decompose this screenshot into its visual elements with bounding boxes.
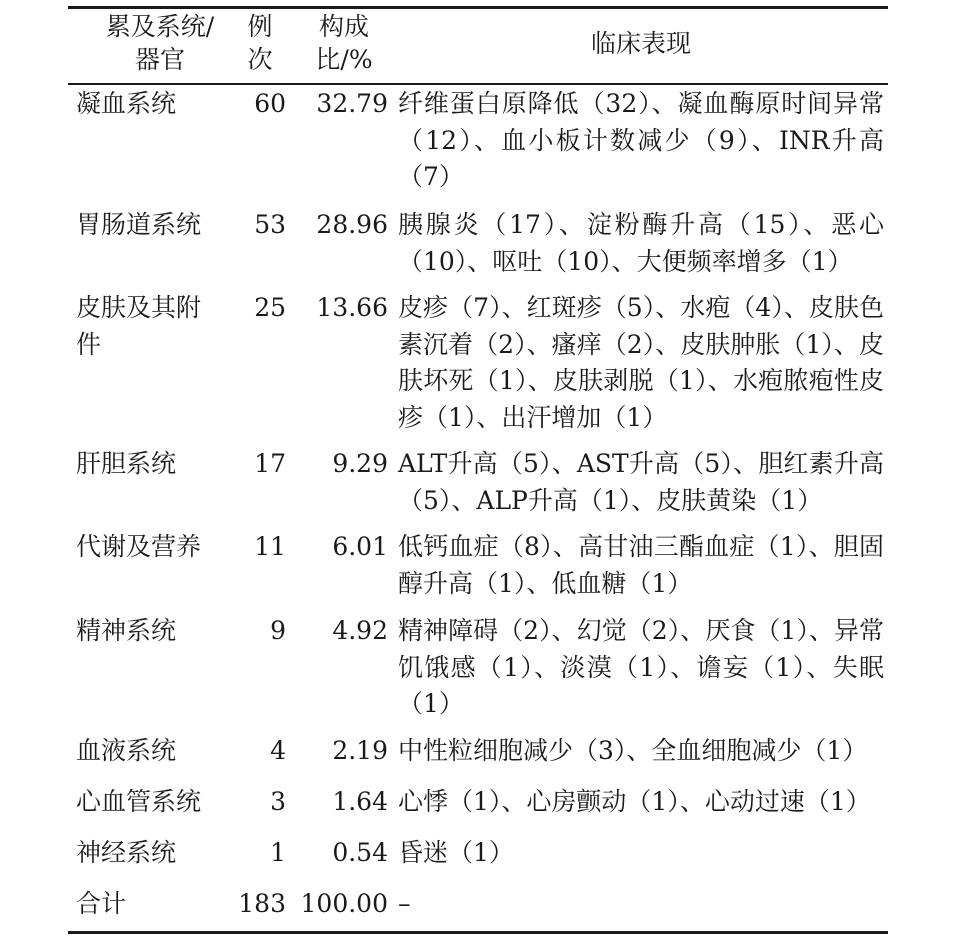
table-header-rule xyxy=(68,83,888,85)
cell-ratio: 6.01 xyxy=(332,532,388,561)
header-system-line2: 器官 xyxy=(134,45,185,74)
cell-ratio: 32.79 xyxy=(316,89,388,118)
cell-count: 17 xyxy=(254,449,286,478)
cell-system: 胃肠道系统 xyxy=(76,210,202,239)
cell-count: 60 xyxy=(254,89,286,118)
header-count xyxy=(238,10,282,76)
cell-manifestation: 心悸（1）、心房颤动（1）、心动过速（1） xyxy=(398,787,871,816)
cell-count: 11 xyxy=(254,532,286,561)
cell-system: 肝胆系统 xyxy=(76,449,177,478)
header-count-line2: 次 xyxy=(247,45,273,74)
cell-count: 4 xyxy=(270,736,286,765)
header-ratio xyxy=(298,10,390,76)
cell-ratio: 13.66 xyxy=(316,293,388,322)
cell-ratio: 2.19 xyxy=(332,736,388,765)
cell-system: 代谢及营养 xyxy=(76,532,202,561)
cell-manifestation: 昏迷（1） xyxy=(398,838,514,867)
header-ratio-line1: 构成 xyxy=(318,12,369,41)
cell-ratio: 4.92 xyxy=(332,616,388,645)
header-system-line1: 累及系统/ xyxy=(105,12,215,41)
cell-ratio: 1.64 xyxy=(332,787,388,816)
cell-ratio: 0.54 xyxy=(332,838,388,867)
cell-ratio: 28.96 xyxy=(316,210,388,239)
cell-system: 神经系统 xyxy=(76,838,177,867)
cell-system: 心血管系统 xyxy=(76,787,202,816)
cell-ratio: 100.00 xyxy=(300,889,388,918)
cell-count: 53 xyxy=(254,210,286,239)
cell-system: 凝血系统 xyxy=(76,89,177,118)
cell-system: 合计 xyxy=(76,889,127,918)
cell-system: 皮肤及其附件 xyxy=(76,293,202,359)
cell-count: 3 xyxy=(270,787,286,816)
cell-manifestation: 皮疹（7）、红斑疹（5）、水疱（4）、皮肤色素沉着（2）、瘙痒（2）、皮肤肿胀（1）、皮肤坏死（1）、皮肤剥脱（1）、水疱脓疱性皮疹（1）、出汗增加（1） xyxy=(398,293,884,432)
cell-system: 血液系统 xyxy=(76,736,177,765)
cell-manifestation: ALT升高（5）、AST升高（5）、胆红素升高（5）、ALP升高（1）、皮肤黄染（1） xyxy=(398,449,884,515)
header-manifestation xyxy=(398,27,884,60)
cell-manifestation: 精神障碍（2）、幻觉（2）、厌食（1）、异常饥饿感（1）、淡漠（1）、谵妄（1）、失眠（1） xyxy=(398,616,884,718)
table-top-rule xyxy=(68,6,888,9)
cell-system: 精神系统 xyxy=(76,616,177,645)
cell-count: 9 xyxy=(270,616,286,645)
cell-ratio: 9.29 xyxy=(332,449,388,478)
cell-count: 183 xyxy=(238,889,286,918)
cell-manifestation: 纤维蛋白原降低（32）、凝血酶原时间异常（12）、血小板计数减少（9）、INR升高（7） xyxy=(398,89,884,191)
cell-manifestation: 低钙血症（8）、高甘油三酯血症（1）、胆固醇升高（1）、低血糖（1） xyxy=(398,532,884,598)
cell-manifestation: 中性粒细胞减少（3）、全血细胞减少（1） xyxy=(398,736,868,765)
cell-manifestation: – xyxy=(398,889,411,918)
header-count-line1: 例 xyxy=(247,12,273,41)
header-ratio-line2: 比/% xyxy=(315,45,373,74)
cell-count: 1 xyxy=(270,838,286,867)
header-system xyxy=(80,10,240,76)
header-manifestation-text: 临床表现 xyxy=(590,29,691,58)
cell-count: 25 xyxy=(254,293,286,322)
cell-manifestation: 胰腺炎（17）、淀粉酶升高（15）、恶心（10）、呕吐（10）、大便频率增多（1） xyxy=(398,210,884,276)
table-bottom-rule xyxy=(68,931,888,934)
